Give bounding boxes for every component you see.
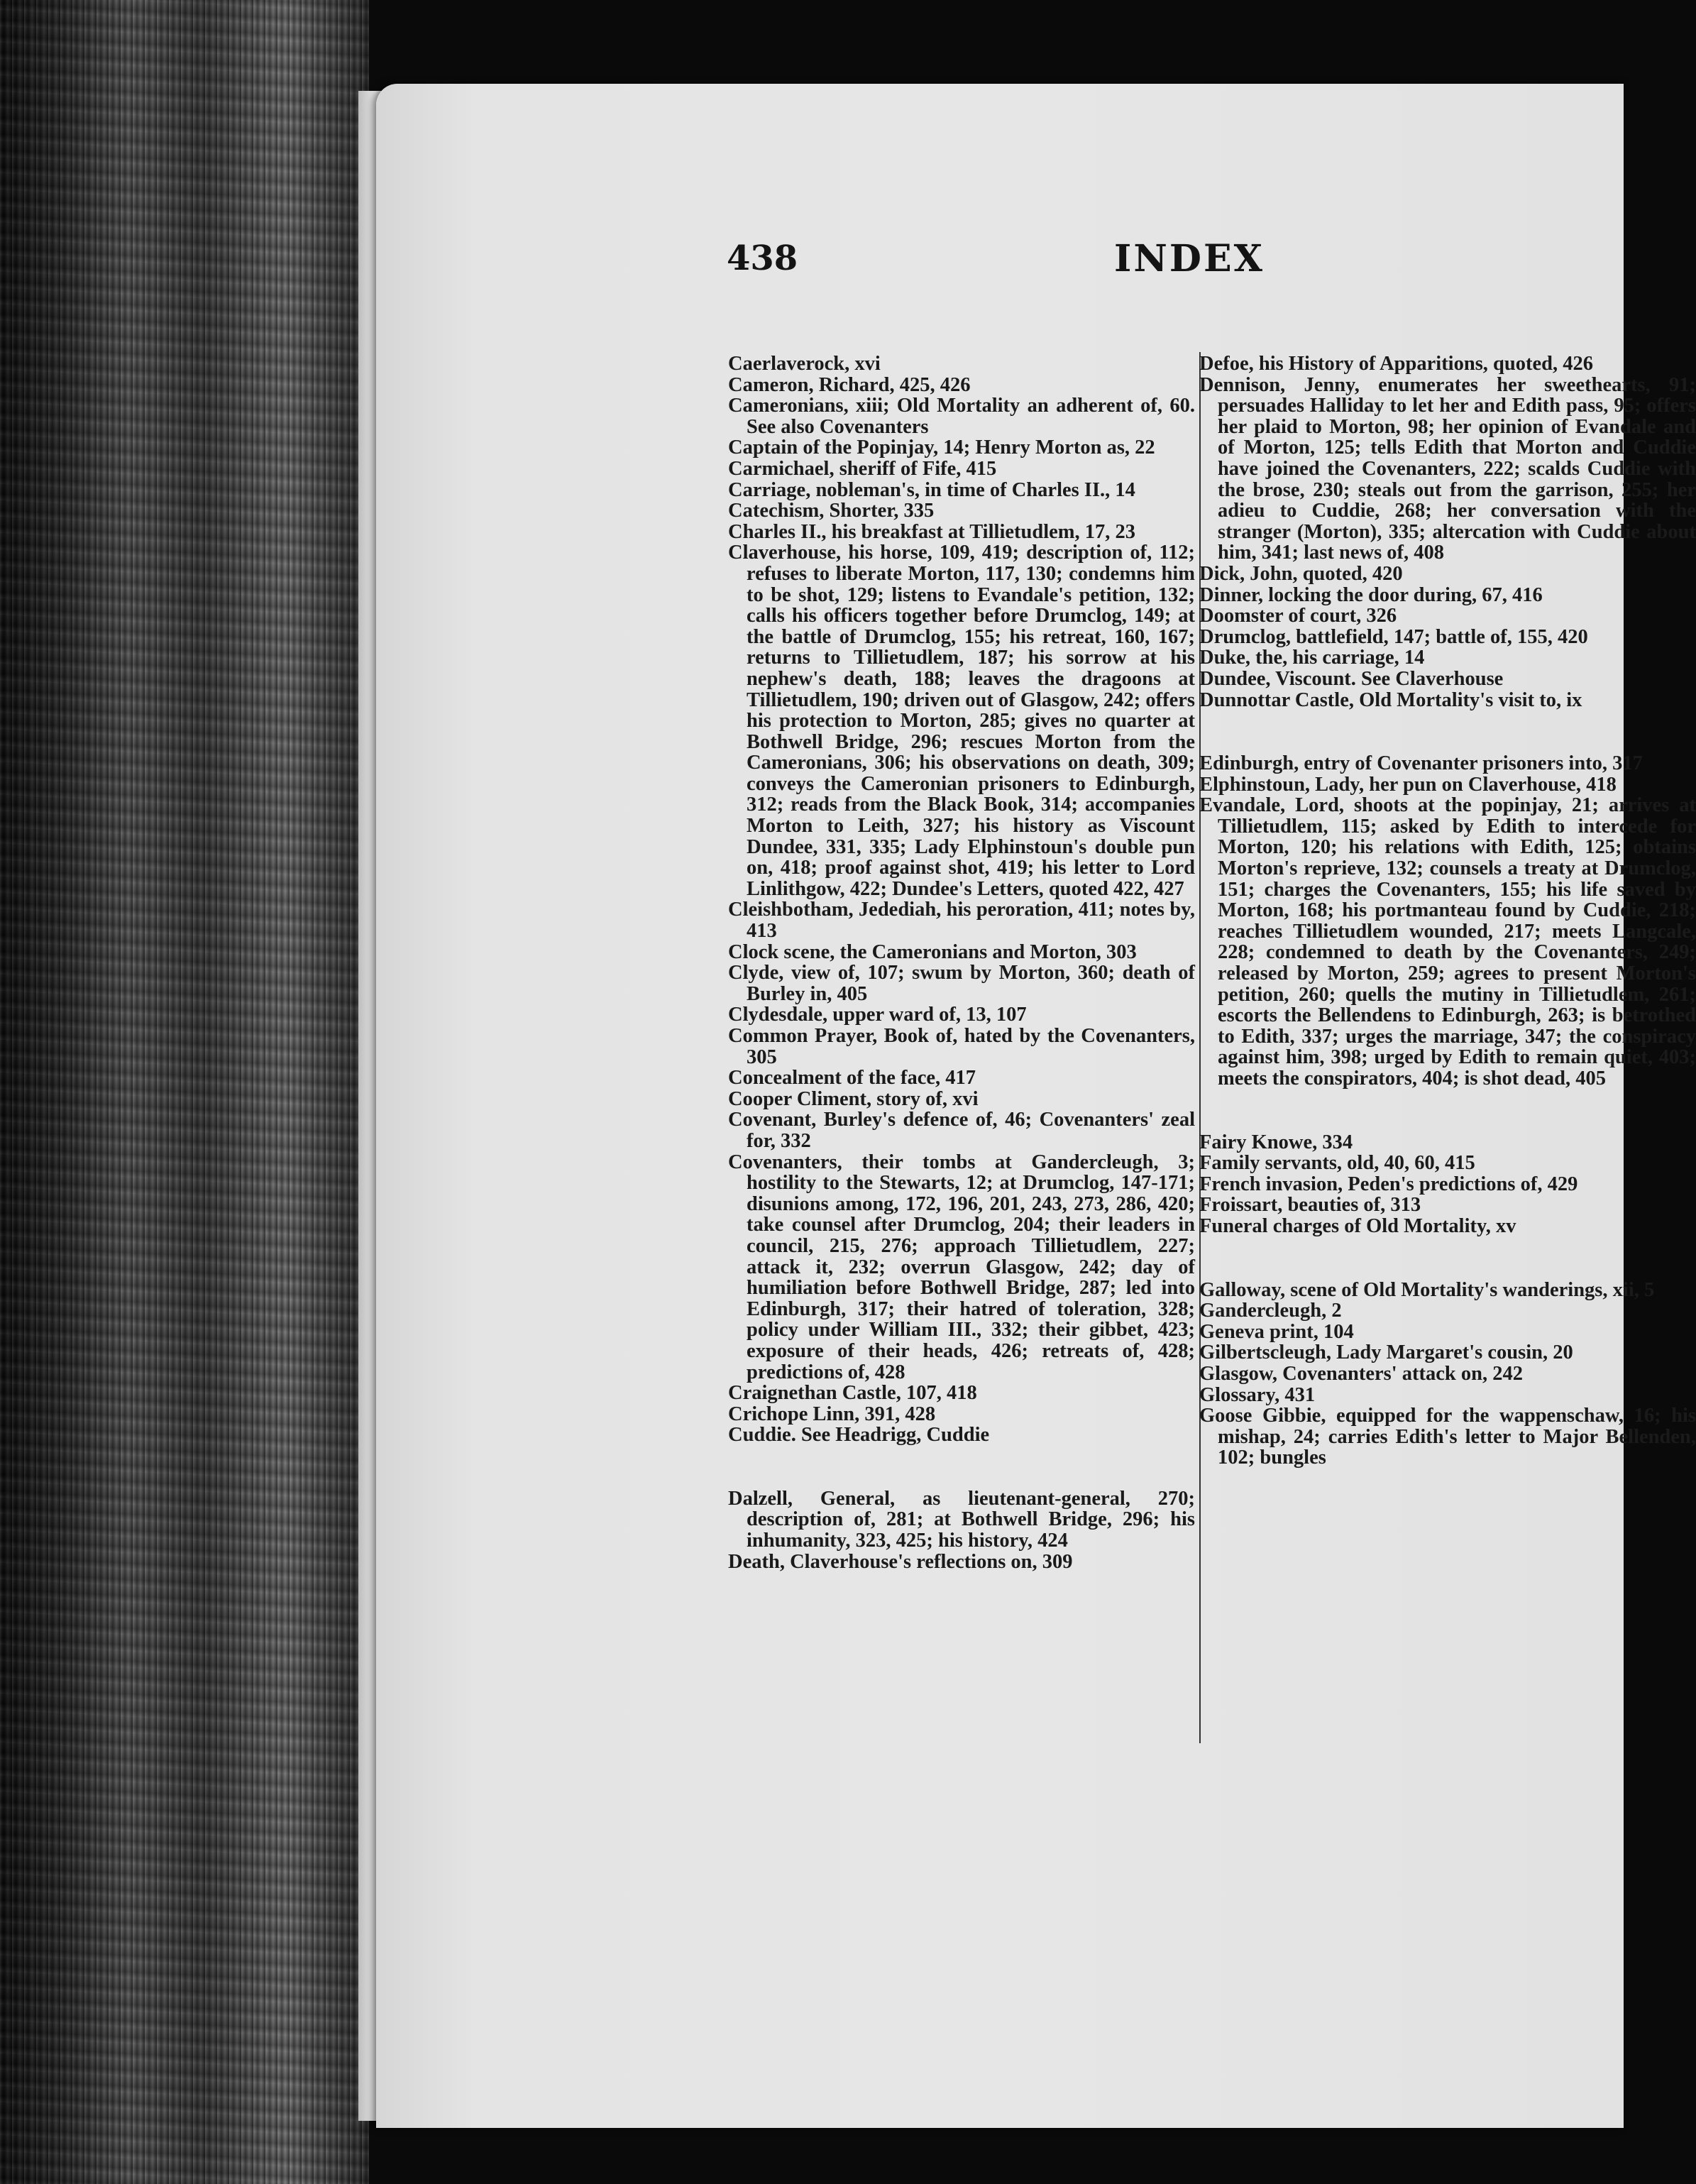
index-entry: Galloway, scene of Old Mortality's wanderings, xii, 5 (1199, 1278, 1655, 1301)
index-entry: Clydesdale, upper ward of, 13, 107 (728, 1004, 1027, 1026)
index-entry: Claverhouse, his horse, 109, 419; description of, 112; refuses to liberate Morton, 117, 130; condemns him to be shot, 129; listens to Evandale's petition, 132; calls his officers together before Drumclog, 149; at the battle of Drumclog, 155; his retreat, 160, 167; returns to Tillietudlem, 187; his sorrow at his nephew's death, 188; leaves the dragoons at Tillietudlem, 190; driven out of Glasgow, 242; offers his protection to Morton, 285; gives no quarter at Bothwell Bridge, 296; rescues Morton from the Cameronians, 306; his observations on death, 309; conveys the Cameronian prisoners to Edinburgh, 312; reads from the Black Book, 314; accompanies Morton to Leith, 327; his history as Viscount Dundee, 331, 335; Lady Elphinstoun's double pun on, 418; proof against shot, 419; his letter to Lord Linlithgow, 422; Dundee's Letters, quoted 422, 427 (728, 542, 1195, 900)
index-entry: Defoe, his History of Apparitions, quoted, 426 (1199, 353, 1593, 375)
index-entry: Drumclog, battlefield, 147; battle of, 155, 420 (1199, 625, 1588, 648)
index-column-right (1199, 353, 1696, 1469)
index-entry: Elphinstoun, Lady, her pun on Claverhouse, 418 (1199, 773, 1617, 796)
index-entry: Duke, the, his carriage, 14 (1199, 647, 1425, 669)
index-entry: Evandale, Lord, shoots at the popinjay, 21; arrives at Tillietudlem, 115; asked by Edith to intercede for Morton, 120; his relations with Edith, 125; obtains Morton's reprieve, 132; counsels a treaty at Drumclog, 151; charges the Covenanters, 155; his life saved by Morton, 168; his portmanteau found by Cuddie, 218; reaches Tillietudlem wounded, 217; meets Langcale, 228; condemned to death by the Covenanters, 249; released by Morton, 259; agrees to present Morton's petition, 260; quells the mutiny in Tillietudlem, 261; escorts the Bellendens to Edinburgh, 263; is betrothed to Edith, 337; urges the marriage, 347; the conspiracy against him, 398; urged by Edith to remain quiet, 403; meets the conspirators, 404; is shot dead, 405 (1199, 794, 1696, 1090)
index-entry: Glasgow, Covenanters' attack on, 242 (1199, 1362, 1523, 1385)
index-entry: Gilbertscleugh, Lady Margaret's cousin, 20 (1199, 1341, 1573, 1364)
index-entry: Edinburgh, entry of Covenanter prisoners into, 317 (1199, 752, 1643, 775)
index-entry: Fairy Knowe, 334 (1199, 1131, 1353, 1153)
index-entry: Doomster of court, 326 (1199, 605, 1397, 627)
index-entry: Dalzell, General, as lieutenant-general, 270; description of, 281; at Bothwell Bridge, 296; his inhumanity, 323, 425; his history, 424 (728, 1487, 1195, 1552)
index-entry: Concealment of the face, 417 (728, 1067, 976, 1090)
section-gap (1199, 1237, 1696, 1280)
index-entry: Froissart, beauties of, 313 (1199, 1194, 1421, 1217)
index-entry: Dennison, Jenny, enumerates her sweethearts, 91; persuades Halliday to let her and Edith pass, 95; offers her plaid to Morton, 98; her opinion of Evandale and of Morton, 125; tells Edith that Morton and Cuddie have joined the Covenanters, 222; scalds Cuddie with the brose, 230; steals out from the garrison, 255; her adieu to Cuddie, 268; her conversation with the stranger (Morton), 335; altercation with Cuddie about him, 341; last news of, 408 (1199, 373, 1696, 564)
running-head: INDEX (1114, 237, 1265, 280)
index-entry: Catechism, Shorter, 335 (728, 500, 935, 522)
index-entry: Craignethan Castle, 107, 418 (728, 1382, 977, 1405)
index-column-left (728, 353, 1195, 1572)
index-entry: Geneva print, 104 (1199, 1320, 1354, 1343)
index-entry: Captain of the Popinjay, 14; Henry Morton as, 22 (728, 437, 1155, 459)
page-number: 438 (727, 238, 798, 278)
index-entry: Carmichael, sheriff of Fife, 415 (728, 457, 997, 480)
index-entry: Cooper Climent, story of, xvi (728, 1087, 979, 1110)
index-entry: Crichope Linn, 391, 428 (728, 1403, 936, 1425)
section-gap (1199, 710, 1696, 753)
book-page (376, 84, 1696, 2128)
index-entry: Clyde, view of, 107; swum by Morton, 360; death of Burley in, 405 (728, 962, 1195, 1005)
index-entry: Family servants, old, 40, 60, 415 (1199, 1152, 1475, 1175)
index-entry: Funeral charges of Old Mortality, xv (1199, 1214, 1516, 1237)
index-entry: Dick, John, quoted, 420 (1199, 562, 1403, 585)
section-gap (1199, 1090, 1696, 1132)
index-entry: Covenant, Burley's defence of, 46; Covenanters' zeal for, 332 (728, 1109, 1195, 1152)
index-entry: Clock scene, the Cameronians and Morton, 303 (728, 940, 1137, 963)
index-entry: Dundee, Viscount. See Claverhouse (1199, 667, 1504, 690)
index-entry: Goose Gibbie, equipped for the wappenschaw, 16; his mishap, 24; carries Edith's letter to Major Bellenden, 102; bungles (1199, 1405, 1696, 1469)
section-gap (728, 1446, 1195, 1488)
index-entry: Gandercleugh, 2 (1199, 1300, 1342, 1322)
book-spine (0, 0, 369, 2184)
index-entry: Dunnottar Castle, Old Mortality's visit to, ix (1199, 688, 1582, 711)
index-entry: Dinner, locking the door during, 67, 416 (1199, 583, 1543, 606)
index-entry: Death, Claverhouse's reflections on, 309 (728, 1550, 1073, 1573)
index-entry: Charles II., his breakfast at Tillietudlem, 17, 23 (728, 520, 1136, 543)
index-entry: French invasion, Peden's predictions of, 429 (1199, 1173, 1578, 1195)
index-entry: Cleishbotham, Jedediah, his peroration, 411; notes by, 413 (728, 899, 1195, 943)
index-entry: Caerlaverock, xvi (728, 353, 881, 375)
index-entry: Cuddie. See Headrigg, Cuddie (728, 1424, 990, 1447)
index-entry: Glossary, 431 (1199, 1383, 1316, 1406)
index-entry: Carriage, nobleman's, in time of Charles II., 14 (728, 478, 1135, 501)
index-entry: Cameronians, xiii; Old Mortality an adherent of, 60. See also Covenanters (728, 395, 1195, 438)
index-entry: Covenanters, their tombs at Gandercleugh, 3; hostility to the Stewarts, 12; at Drumclog, 147-171; disunions among, 172, 196, 201, 243, 273, 286, 420; take counsel after Drumclog, 204; their leaders in council, 215, 276; approach Tillietudlem, 227; attack it, 232; overrun Glasgow, 242; day of humiliation before Bothwell Bridge, 287; led into Edinburgh, 317; their hatred of toleration, 328; policy under William III., 332; their gibbet, 423; exposure of their heads, 426; retreats of, 428; predictions of, 428 (728, 1151, 1195, 1383)
index-entry: Common Prayer, Book of, hated by the Covenanters, 305 (728, 1025, 1195, 1068)
index-entry: Cameron, Richard, 425, 426 (728, 373, 971, 396)
